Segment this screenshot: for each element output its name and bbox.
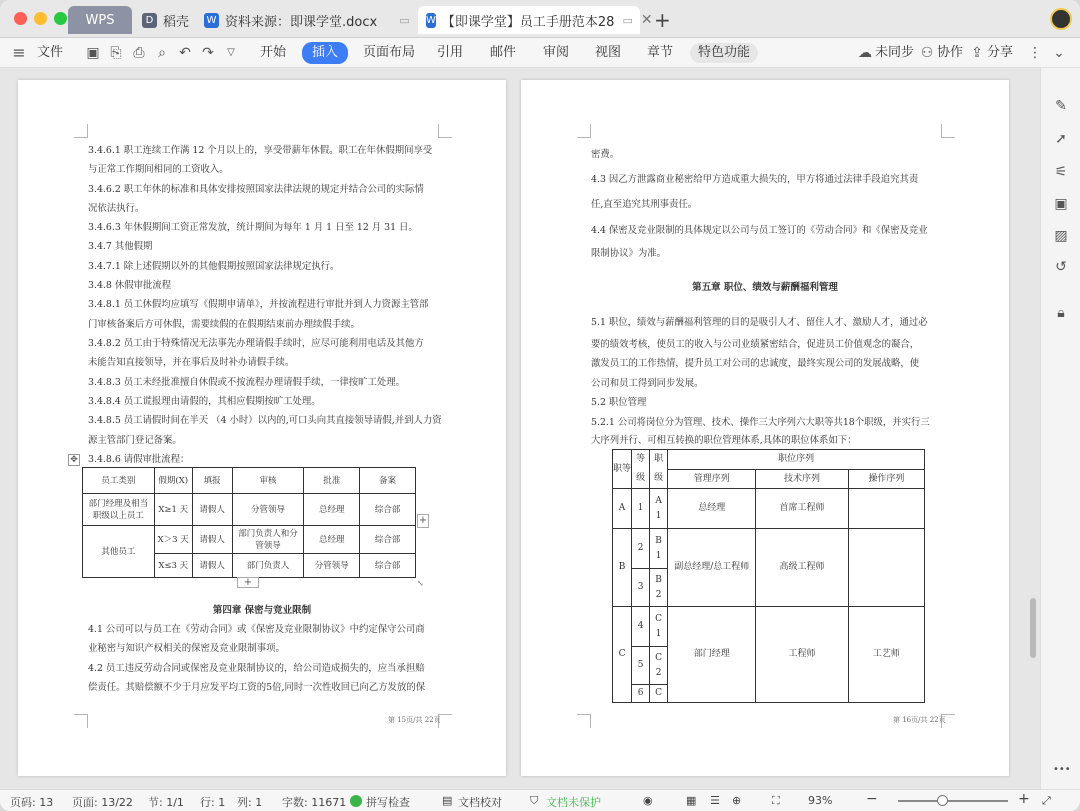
table-header-cell: 备案 [360, 468, 416, 494]
lock-icon[interactable]: 🔒︎ [1057, 305, 1065, 321]
text-line: 3.4.8.6 请假审批流程： [88, 454, 190, 465]
table-cell: C [613, 607, 632, 703]
tab-employee-handbook[interactable] [418, 6, 653, 34]
table-cell: 工艺师 [848, 607, 924, 703]
tab-doc-source-label: 资料来源：即课学堂.docx [225, 14, 378, 30]
table-cell [848, 489, 924, 529]
text-line: 5.1 职位，绩效与薪酬福利管理的目的是吸引人才、留住人才、激励人才，通过必 [591, 317, 928, 328]
redo-icon[interactable]: ↷ [202, 45, 214, 61]
chapter-5-heading: 第五章 职位、绩效与薪酬福利管理 [692, 282, 838, 293]
spell-check-button[interactable]: 拼写检查 [366, 796, 410, 809]
table-cell: B2 [650, 569, 668, 607]
right-tool-panel [1040, 68, 1080, 789]
table-cell: B [613, 529, 632, 607]
text-line: 业秘密与知识产权相关的保密及竞业限制事项。 [88, 643, 285, 654]
table-cell: 1 [632, 489, 650, 529]
margin-corner [941, 124, 955, 138]
margin-corner [577, 714, 591, 728]
position-system-table [612, 449, 925, 703]
title-bar [0, 0, 1080, 38]
tab-daoke-label: 稻壳 [163, 14, 190, 30]
table-cell [848, 529, 924, 607]
pen-icon[interactable]: ✎ [1055, 98, 1067, 114]
cloud-sync-icon[interactable]: ☁ [858, 45, 872, 61]
text-line: 偿责任。其赔偿额不少于月应发平均工资的5倍,同时一次性收回已向乙方发放的保 [88, 682, 426, 693]
text-line: 3.4.8.1 员工休假均应填写《假期申请单》，并按流程进行审批并到人力资源主管部 [88, 299, 429, 310]
page-15[interactable] [18, 80, 506, 776]
vertical-scrollbar[interactable] [1030, 598, 1036, 658]
outline-view-icon[interactable]: ☰ [710, 794, 720, 807]
tab-wps-home[interactable] [68, 6, 132, 34]
menu-review[interactable]: 审阅 [543, 45, 570, 60]
table-cell: 6 [632, 685, 650, 703]
text-line: 限制协议》为准。 [591, 248, 667, 259]
menu-home[interactable]: 开始 [260, 45, 287, 60]
word-doc-icon: W [426, 14, 436, 26]
table-header-cell: 职级 [650, 450, 668, 489]
table-cell: 总经理 [304, 526, 360, 554]
table-cell: 工程师 [756, 607, 848, 703]
table-cell: 部门经理及相当职级以上员工 [83, 494, 155, 526]
zoom-slider-track[interactable] [898, 800, 1008, 802]
text-line: 4.4 保密及竞业限制的具体规定以公司与员工签订的《劳动合同》和《保密及竞业 [591, 225, 928, 236]
close-tab-icon[interactable]: ✕ [640, 12, 653, 28]
close-window-button[interactable] [14, 12, 27, 25]
table-cell: 4 [632, 607, 650, 647]
table-cell: X≥1 天 [154, 494, 192, 526]
select-cursor-icon[interactable]: ➚ [1055, 131, 1067, 147]
hamburger-menu-icon[interactable]: ≡ [12, 43, 26, 62]
table-cell: 总经理 [668, 489, 756, 529]
history-icon[interactable]: ↺ [1055, 259, 1067, 275]
fullscreen-icon[interactable]: ⤢ [1042, 794, 1051, 807]
shield-icon: ⛉ [530, 794, 539, 807]
table-header-cell: 员工类别 [83, 468, 155, 494]
table-cell: C1 [650, 607, 668, 647]
table-cell: 首席工程师 [756, 489, 848, 529]
text-line: 门审核备案后方可休假，需要续假的在假期结束前办理续假手续。 [88, 319, 360, 330]
table-cell: 部门经理 [668, 607, 756, 703]
table-cell: 综合部 [360, 494, 416, 526]
text-line: 公司和员工得到同步发展。 [591, 378, 704, 389]
text-line: 5.2.1 公司将岗位分为管理、技术、操作三大序列六大职等共18个职级，并实行三 [591, 417, 930, 428]
text-line: 5.2 职位管理 [591, 397, 647, 408]
table-header-cell: 等级 [632, 450, 650, 489]
table-header-cell: 审核 [232, 468, 304, 494]
more-dots-icon[interactable]: ••• [1053, 764, 1071, 775]
text-line: 3.4.8.4 员工谎报理由请假的，其相应假期按旷工处理。 [88, 396, 321, 407]
table-cell: X＞3 天 [154, 526, 192, 554]
text-line: 3.4.6.2 职工年休的标准和具体安排按照国家法律法规的规定并结合公司的实际情 [88, 184, 424, 195]
table-cell: 部门负责人 [232, 554, 304, 578]
table-cell: 分管领导 [232, 494, 304, 526]
share-icon[interactable]: ⇪ [971, 45, 983, 61]
text-line: 3.4.6.3 年休假期间工资正常发放，统计期间为每年 1 月 1 日至 12 月 31 日。 [88, 222, 418, 233]
table-cell: 2 [632, 529, 650, 569]
undo-icon[interactable]: ↶ [179, 45, 191, 61]
status-page-code[interactable]: 页码: 13 [10, 796, 54, 809]
text-line: 况依法执行。 [88, 203, 145, 214]
table-header-cell: 技术序列 [756, 470, 848, 489]
proofread-icon: ▤ [442, 794, 453, 807]
margin-corner [577, 124, 591, 138]
table-cell: 综合部 [360, 526, 416, 554]
web-view-icon[interactable]: ⊕ [732, 794, 742, 807]
menu-view[interactable]: 视图 [595, 45, 622, 60]
image-edit-icon[interactable]: ▨ [1054, 228, 1068, 244]
table-cell: 请假人 [192, 494, 232, 526]
collab-button[interactable]: 协作 [937, 45, 964, 60]
table-header-cell: 假期(X) [154, 468, 192, 494]
menu-insert[interactable]: 插入 [302, 42, 348, 64]
print-preview-icon[interactable]: ⌕ [158, 45, 166, 61]
text-line: 激发员工的工作热情，提升员工对公司的忠诚度，最终实现公司的发展战略，使 [591, 358, 920, 369]
menu-references[interactable]: 引用 [437, 45, 464, 60]
page-footer: 第 15页/共 22页 [388, 716, 441, 724]
fit-width-icon[interactable]: ⛶ [772, 794, 780, 807]
doc-protection-status[interactable]: 文档未保护 [546, 796, 601, 809]
minimize-window-button[interactable] [34, 12, 47, 25]
text-line: 4.1 公司可以与员工在《劳动合同》或《保密及竞业限制协议》中约定保守公司商 [88, 624, 425, 635]
tab-doc-source[interactable] [196, 6, 418, 34]
text-line: 3.4.6.1 职工连续工作满 12 个月以上的，享受带薪年休假。职工在年休假期间享受 [88, 145, 433, 156]
text-line: 密费。 [591, 149, 620, 160]
table-cell: X≤3 天 [154, 554, 192, 578]
proofread-button[interactable]: 文档校对 [458, 796, 502, 809]
tab-daoke[interactable] [134, 6, 197, 34]
text-line: 3.4.8.3 员工未经批准擅自休假或不按流程办理请假手续，一律按旷工处理。 [88, 377, 406, 388]
table-header-cell: 操作序列 [848, 470, 924, 489]
status-column[interactable]: 列: 1 [237, 796, 263, 809]
table-cell: 综合部 [360, 554, 416, 578]
table-cell: 请假人 [192, 554, 232, 578]
chapter-4-heading: 第四章 保密与竞业限制 [212, 605, 312, 616]
text-line: 3.4.8 休假审批流程 [88, 280, 172, 291]
status-bar [0, 789, 1080, 811]
page-footer: 第 16页/共 22页 [893, 716, 946, 724]
save-icon[interactable]: ▣ [86, 45, 100, 61]
collab-icon[interactable]: ⚇ [920, 45, 934, 61]
text-line: 3.4.8.2 员工由于特殊情况无法事先办理请假手续时，应尽可能利用电话及其他方 [88, 338, 424, 349]
more-icon[interactable]: ⋮ [1028, 45, 1042, 61]
menu-file[interactable]: 文件 [37, 45, 64, 60]
page-view-icon[interactable]: ▦ [686, 794, 697, 807]
print-icon[interactable]: ⎙ [133, 45, 145, 61]
zoom-slider-thumb[interactable] [937, 795, 948, 806]
menu-bar [0, 38, 1080, 68]
daoke-icon: D [142, 13, 157, 28]
table-cell: B1 [650, 529, 668, 569]
menu-special-features[interactable]: 特色功能 [690, 43, 758, 63]
export-icon[interactable]: ⎘ [110, 45, 122, 61]
table-cell: 部门负责人和分管领导 [232, 526, 304, 554]
new-tab-icon[interactable]: + [654, 8, 671, 32]
status-row[interactable]: 行: 1 [200, 796, 226, 809]
margin-corner [74, 124, 88, 138]
table-cell: 其他员工 [83, 526, 155, 578]
table-cell: A [613, 489, 632, 529]
leave-approval-table [82, 467, 416, 578]
zoom-window-button[interactable] [54, 12, 67, 25]
text-line: 3.4.7 其他假期 [88, 241, 153, 252]
table-header-cell: 职等 [613, 450, 632, 489]
text-line: 源主管部门登记备案。 [88, 435, 182, 446]
table-cell: 请假人 [192, 526, 232, 554]
text-line: 与正常工作期间相同的工资收入。 [88, 164, 229, 175]
document-area[interactable] [0, 68, 1040, 789]
text-line: 3.4.7.1 除上述假期以外的其他假期按照国家法律规定执行。 [88, 261, 340, 272]
table-header-cell: 职位序列 [668, 450, 925, 470]
unsynced-status[interactable]: 未同步 [875, 45, 915, 60]
add-row-button[interactable]: + [237, 577, 259, 588]
status-word-count[interactable]: 字数: 11671 [282, 796, 347, 809]
tab-employee-handbook-label: 【即课学堂】员工手册范本28 [441, 14, 615, 30]
table-cell: C [650, 685, 668, 703]
table-cell: 3 [632, 569, 650, 607]
monitor-icon: ▭ [622, 13, 633, 27]
table-cell: C2 [650, 647, 668, 685]
eye-protection-icon[interactable]: ◉ [643, 794, 653, 807]
portrait-icon[interactable]: ▣ [1054, 196, 1068, 212]
table-cell: A1 [650, 489, 668, 529]
table-header-cell: 填报 [192, 468, 232, 494]
text-line: 4.2 员工违反劳动合同或保密及竞业限制协议的，给公司造成损失的，应当承担赔 [88, 663, 425, 674]
table-header-cell: 批准 [304, 468, 360, 494]
margin-corner [74, 714, 88, 728]
table-cell: 副总经理/总工程师 [668, 529, 756, 607]
monitor-icon: ▭ [399, 13, 410, 27]
text-line: 要的绩效考核，使员工的收入与公司业绩紧密结合，促进员工价值观念的凝合， [591, 339, 920, 350]
text-line: 未能告知直接领导，并在事后及时补办请假手续。 [88, 357, 295, 368]
text-line: 大序列并行、可相互转换的职位管理体系,具体的职位体系如下： [591, 435, 857, 446]
table-cell: 总经理 [304, 494, 360, 526]
tab-wps-label: WPS [85, 12, 115, 28]
text-line: 4.3 因乙方泄露商业秘密给甲方造成重大损失的，甲方将通过法律手段追究其责 [591, 174, 919, 185]
adjust-sliders-icon[interactable]: ⚟ [1054, 164, 1068, 180]
menu-mailings[interactable]: 邮件 [490, 45, 517, 60]
table-cell: 高级工程师 [756, 529, 848, 607]
table-cell: 分管领导 [304, 554, 360, 578]
share-button[interactable]: 分享 [987, 45, 1014, 60]
zoom-out-icon[interactable]: − [866, 791, 878, 807]
text-line: 任,直至追究其刑事责任。 [591, 199, 698, 210]
check-circle-icon [350, 795, 362, 807]
zoom-level[interactable]: 93% [808, 794, 833, 807]
table-cell: 5 [632, 647, 650, 685]
menu-chapter[interactable]: 章节 [647, 45, 674, 60]
margin-corner [438, 124, 452, 138]
chevron-down-icon[interactable]: ⌄ [1053, 45, 1065, 61]
quick-access-dropdown-icon[interactable]: ▽ [227, 47, 235, 58]
page-16[interactable] [521, 80, 1009, 776]
add-column-button[interactable]: + [418, 515, 428, 526]
table-resize-icon[interactable]: ⤡ [417, 579, 424, 588]
menu-page-layout[interactable]: 页面布局 [363, 45, 416, 60]
avatar[interactable] [1050, 8, 1072, 30]
zoom-in-icon[interactable]: + [1018, 791, 1030, 807]
status-pages[interactable]: 页面: 13/22 [72, 796, 133, 809]
table-header-cell: 管理序列 [668, 470, 756, 489]
word-doc-icon: W [204, 13, 219, 28]
table-move-handle-icon[interactable]: ✥ [68, 454, 80, 466]
status-section[interactable]: 节: 1/1 [148, 796, 184, 809]
text-line: 3.4.8.5 员工请假时间在半天 （4 小时）以内的,可口头向其直接领导请假,并到人力资 [88, 415, 442, 426]
